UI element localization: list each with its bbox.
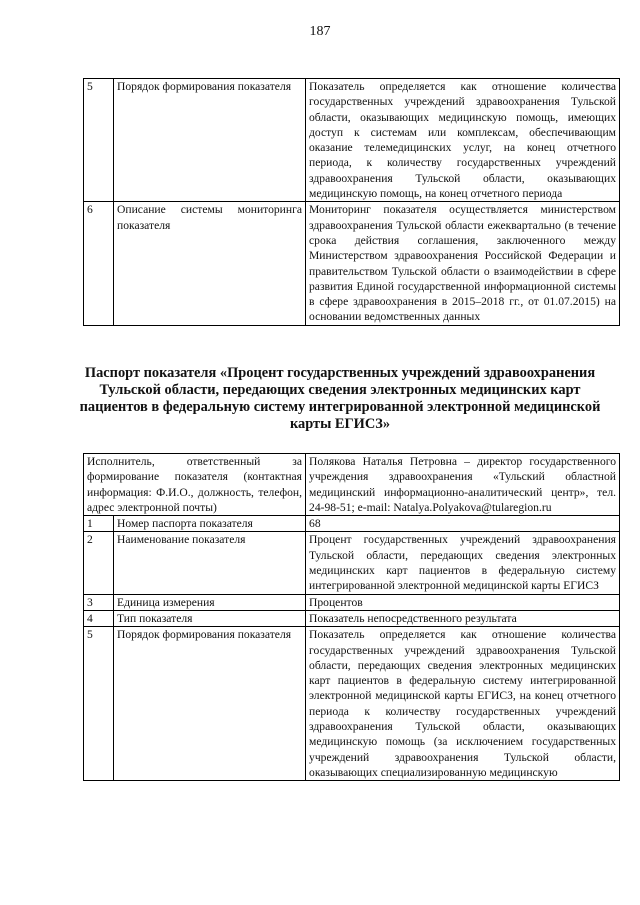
row-value: Показатель определяется как отношение количества государственных учреждений здравоохранения Тульской области, оказывающих медицинскую помощь, имеющих доступ к системам или комплексам, обеспечивающим оказание телемедицинских услуг, на конец отчетного периода, к количеству государственных учреждений здравоохранения Тульской области, оказывающих медицинскую помощь, на конец отчетного периода <box>306 79 620 202</box>
table-row <box>84 627 620 781</box>
row-number: 3 <box>84 594 114 610</box>
row-label: Порядок формирования показателя <box>114 627 306 781</box>
passport-title: Паспорт показателя «Процент государственных учреждений здравоохранения Тульской области, передающих сведения электронных медицинских карт пациентов в федеральную систему интегрированной электронной медицинской карты ЕГИСЗ» <box>79 365 601 432</box>
page-number: 187 <box>309 24 331 39</box>
table-row <box>84 610 620 626</box>
row-number: 5 <box>84 627 114 781</box>
row-label: Порядок формирования показателя <box>114 79 306 202</box>
row-number: 2 <box>84 532 114 594</box>
row-label: Тип показателя <box>114 610 306 626</box>
responsible-label: Исполнитель, ответственный за формирование показателя (контактная информация: Ф.И.О., должность, телефон, адрес электронной почты) <box>84 454 306 516</box>
indicator-passport-table <box>83 453 620 781</box>
table-row <box>84 516 620 532</box>
row-value: Показатель непосредственного результата <box>306 610 620 626</box>
row-label: Наименование показателя <box>114 532 306 594</box>
table-row <box>84 594 620 610</box>
table-header-row <box>84 454 620 516</box>
table-row <box>84 79 620 202</box>
row-label: Единица измерения <box>114 594 306 610</box>
row-number: 1 <box>84 516 114 532</box>
row-number: 6 <box>84 202 114 325</box>
table-row <box>84 532 620 594</box>
row-number: 4 <box>84 610 114 626</box>
row-label: Номер паспорта показателя <box>114 516 306 532</box>
row-number: 5 <box>84 79 114 202</box>
row-value: Мониторинг показателя осуществляется министерством здравоохранения Тульской области ежеквартально (в течение срока действия соглашения, заключенного между Министерством здравоохранения Российской Федерации и правительством Тульской области о взаимодействии в сфере развития Единой государственной информационной системы в сфере здравоохранения в 2015–2018 гг., от 01.07.2015) на основании ведомственных данных <box>306 202 620 325</box>
table-row <box>84 202 620 325</box>
indicator-table-continued <box>83 78 620 326</box>
row-value: Процентов <box>306 594 620 610</box>
row-value: Процент государственных учреждений здравоохранения Тульской области, передающих сведения электронных медицинских карт пациентов в федеральную систему интегрированной электронной медицинской карты ЕГИСЗ <box>306 532 620 594</box>
row-label: Описание системы мониторинга показателя <box>114 202 306 325</box>
row-value: 68 <box>306 516 620 532</box>
row-value: Показатель определяется как отношение количества государственных учреждений здравоохранения Тульской области, передающих сведения электронных медицинских карт пациентов в федеральную систему интегрированной электронной медицинской карты ЕГИСЗ, на конец отчетного периода к количеству государственных учреждений здравоохранения Тульской области, оказывающих медицинскую помощь (за исключением государственных учреждений здравоохранения Тульской области, оказывающих специализированную медицинскую <box>306 627 620 781</box>
responsible-contact: Полякова Наталья Петровна – директор государственного учреждения здравоохранения «Тульский областной медицинский информационно-аналитический центр», тел. 24-98-51; e-mail: Natalya.Polyakova@tularegion.ru <box>306 454 620 516</box>
